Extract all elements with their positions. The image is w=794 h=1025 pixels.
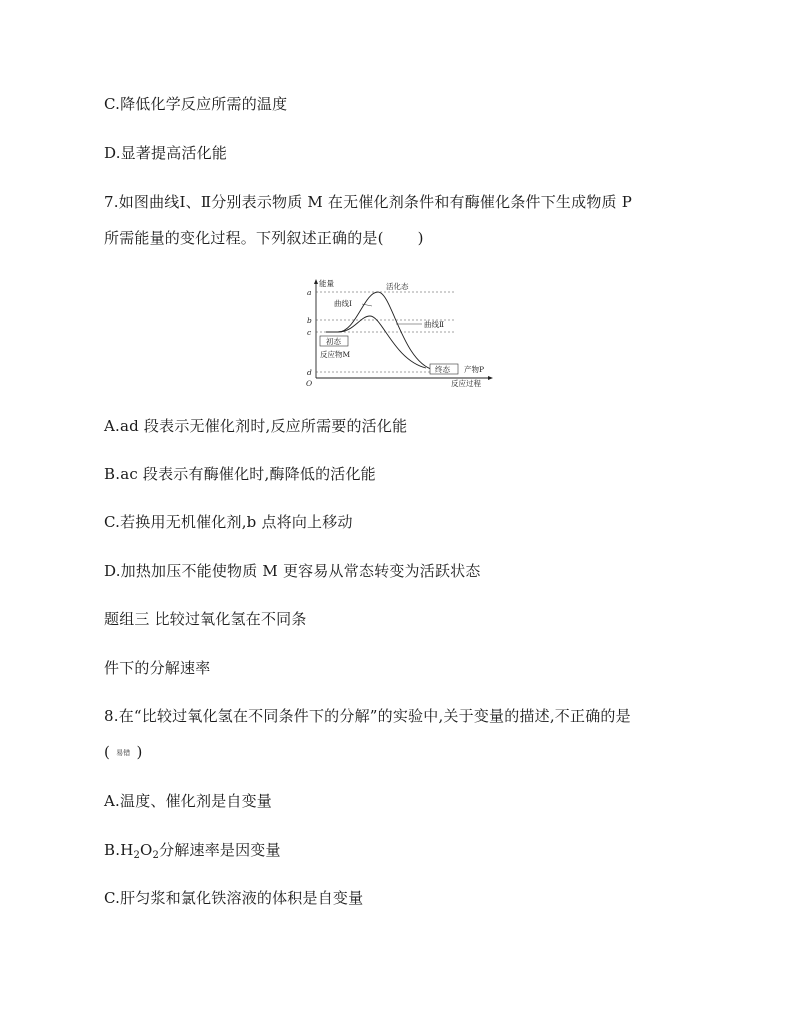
- q7-option-c: C.若换用无机催化剂,b 点将向上移动: [104, 513, 353, 531]
- section-heading-line1: 题组三 比较过氧化氢在不同条: [104, 610, 307, 628]
- q7-option-a: A.ad 段表示无催化剂时,反应所需要的活化能: [104, 417, 408, 435]
- q8-stem-close: ): [136, 743, 143, 761]
- q7-stem-prefix: 所需能量的变化过程。下列叙述正确的是(: [104, 229, 384, 247]
- level-c-label: c: [307, 328, 312, 337]
- level-b-label: b: [307, 316, 312, 325]
- q8-stem-line1: 8.在“比较过氧化氢在不同条件下的分解”的实验中,关于变量的描述,不正确的是: [104, 707, 631, 725]
- section-heading-line2: 件下的分解速率: [104, 659, 211, 677]
- origin-label: O: [306, 379, 313, 388]
- q6-option-c: C.降低化学反应所需的温度: [104, 95, 288, 113]
- level-a-label: a: [307, 288, 312, 297]
- q8-stem-line2: [104, 742, 143, 763]
- q8-option-b-mid: O: [140, 841, 153, 859]
- curve1-label: 曲线Ⅰ: [334, 299, 352, 308]
- q8-option-b-prefix: B.H: [104, 841, 134, 859]
- level-d-label: d: [307, 368, 312, 377]
- q7-stem-suffix: ): [417, 229, 424, 247]
- activated-state-label: 活化态: [386, 282, 409, 291]
- q7-option-d: D.加热加压不能使物质 M 更容易从常态转变为活跃状态: [104, 562, 481, 580]
- q7-stem-line2: [104, 228, 424, 248]
- energy-diagram: [304, 276, 500, 388]
- x-axis-arrow: [488, 376, 493, 380]
- q7-option-b: B.ac 段表示有酶催化时,酶降低的活化能: [104, 465, 376, 483]
- y-axis-label: 能量: [319, 279, 334, 288]
- error-prone-note: 易错: [116, 749, 131, 757]
- q8-option-b-sub2: 2: [152, 850, 160, 861]
- q6-option-d: D.显著提高活化能: [104, 144, 228, 162]
- q8-option-c: C.肝匀浆和氯化铁溶液的体积是自变量: [104, 889, 364, 907]
- q8-option-b-suffix: 分解速率是因变量: [159, 841, 281, 859]
- initial-state-label: 初态: [326, 337, 341, 346]
- reactant-label: 反应物M: [320, 350, 351, 359]
- product-label: 产物P: [464, 365, 485, 374]
- q8-stem-open: (: [104, 743, 111, 761]
- y-axis-arrow: [314, 279, 318, 284]
- x-axis-label: 反应过程: [451, 379, 481, 388]
- curve2-label: 曲线Ⅱ: [424, 320, 445, 329]
- q8-option-a: A.温度、催化剂是自变量: [104, 792, 273, 810]
- final-state-label: 终态: [435, 365, 450, 374]
- q8-option-b: [104, 840, 281, 866]
- q7-stem-line1: 7.如图曲线Ⅰ、Ⅱ分别表示物质 M 在无催化剂条件和有酶催化条件下生成物质 P: [104, 193, 632, 211]
- q8-option-b-sub1: 2: [133, 850, 141, 861]
